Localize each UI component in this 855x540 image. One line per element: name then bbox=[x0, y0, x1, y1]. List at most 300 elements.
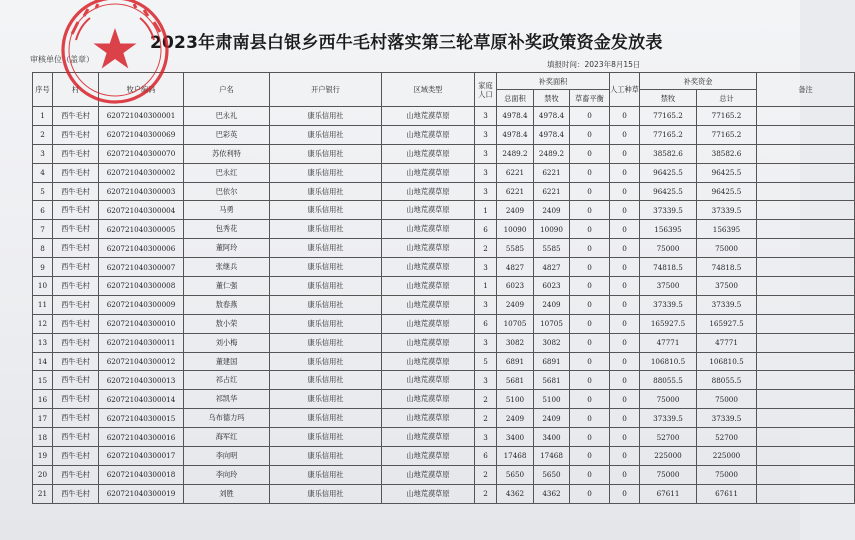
cell-bank: 康乐信用社 bbox=[270, 125, 382, 144]
table-row bbox=[33, 371, 855, 390]
cell-remark bbox=[757, 239, 855, 258]
cell-planted: 0 bbox=[610, 428, 640, 447]
cell-planted: 0 bbox=[610, 333, 640, 352]
header-persons: 家庭人口 bbox=[475, 73, 497, 107]
cell-balance: 0 bbox=[570, 107, 610, 126]
header-name: 户名 bbox=[184, 73, 270, 107]
cell-seq: 18 bbox=[33, 428, 53, 447]
cell-planted: 0 bbox=[610, 258, 640, 277]
cell-fund-total: 75000 bbox=[697, 465, 757, 484]
subsidy-table bbox=[32, 72, 855, 504]
cell-planted: 0 bbox=[610, 239, 640, 258]
cell-total: 10090 bbox=[497, 220, 534, 239]
cell-code: 620721040300010 bbox=[99, 314, 184, 333]
cell-planted: 0 bbox=[610, 107, 640, 126]
cell-village: 西牛毛村 bbox=[53, 390, 99, 409]
cell-ban: 5585 bbox=[534, 239, 570, 258]
cell-planted: 0 bbox=[610, 295, 640, 314]
cell-balance: 0 bbox=[570, 409, 610, 428]
cell-name: 张继兵 bbox=[184, 258, 270, 277]
table-row bbox=[33, 447, 855, 466]
cell-bank: 康乐信用社 bbox=[270, 352, 382, 371]
cell-seq: 9 bbox=[33, 258, 53, 277]
cell-remark bbox=[757, 371, 855, 390]
cell-bank: 康乐信用社 bbox=[270, 428, 382, 447]
cell-village: 西牛毛村 bbox=[53, 277, 99, 296]
cell-seq: 8 bbox=[33, 239, 53, 258]
cell-seq: 16 bbox=[33, 390, 53, 409]
cell-bank: 康乐信用社 bbox=[270, 333, 382, 352]
table-row bbox=[33, 409, 855, 428]
cell-bank: 康乐信用社 bbox=[270, 295, 382, 314]
table-row bbox=[33, 428, 855, 447]
cell-fund-ban: 67611 bbox=[640, 484, 697, 503]
cell-persons: 2 bbox=[475, 465, 497, 484]
cell-name: 巴依尔 bbox=[184, 182, 270, 201]
table-row bbox=[33, 333, 855, 352]
cell-fund-ban: 106810.5 bbox=[640, 352, 697, 371]
cell-region: 山地荒漠草原 bbox=[382, 144, 475, 163]
cell-fund-ban: 88055.5 bbox=[640, 371, 697, 390]
cell-seq: 7 bbox=[33, 220, 53, 239]
cell-total: 4978.4 bbox=[497, 125, 534, 144]
cell-planted: 0 bbox=[610, 163, 640, 182]
cell-planted: 0 bbox=[610, 314, 640, 333]
cell-fund-total: 77165.2 bbox=[697, 107, 757, 126]
cell-total: 3400 bbox=[497, 428, 534, 447]
table-row bbox=[33, 484, 855, 503]
cell-village: 西牛毛村 bbox=[53, 352, 99, 371]
cell-fund-ban: 165927.5 bbox=[640, 314, 697, 333]
cell-village: 西牛毛村 bbox=[53, 258, 99, 277]
cell-total: 4362 bbox=[497, 484, 534, 503]
cell-total: 6023 bbox=[497, 277, 534, 296]
cell-bank: 康乐信用社 bbox=[270, 239, 382, 258]
cell-fund-total: 37339.5 bbox=[697, 201, 757, 220]
cell-region: 山地荒漠草原 bbox=[382, 277, 475, 296]
cell-region: 山地荒漠草原 bbox=[382, 239, 475, 258]
table-row bbox=[33, 277, 855, 296]
cell-planted: 0 bbox=[610, 484, 640, 503]
cell-bank: 康乐信用社 bbox=[270, 163, 382, 182]
cell-total: 2409 bbox=[497, 295, 534, 314]
cell-name: 巴永礼 bbox=[184, 107, 270, 126]
cell-persons: 6 bbox=[475, 314, 497, 333]
cell-village: 西牛毛村 bbox=[53, 201, 99, 220]
cell-total: 6221 bbox=[497, 163, 534, 182]
cell-persons: 3 bbox=[475, 144, 497, 163]
cell-seq: 15 bbox=[33, 371, 53, 390]
cell-bank: 康乐信用社 bbox=[270, 314, 382, 333]
cell-name: 马勇 bbox=[184, 201, 270, 220]
cell-region: 山地荒漠草原 bbox=[382, 107, 475, 126]
cell-planted: 0 bbox=[610, 201, 640, 220]
cell-bank: 康乐信用社 bbox=[270, 277, 382, 296]
header-area-group: 补奖面积 bbox=[497, 73, 610, 90]
table-body bbox=[33, 107, 855, 504]
cell-bank: 康乐信用社 bbox=[270, 465, 382, 484]
cell-bank: 康乐信用社 bbox=[270, 484, 382, 503]
cell-name: 董阿玲 bbox=[184, 239, 270, 258]
cell-village: 西牛毛村 bbox=[53, 465, 99, 484]
cell-ban: 6023 bbox=[534, 277, 570, 296]
cell-ban: 2409 bbox=[534, 201, 570, 220]
cell-balance: 0 bbox=[570, 428, 610, 447]
table-row bbox=[33, 295, 855, 314]
cell-code: 620721040300016 bbox=[99, 428, 184, 447]
cell-remark bbox=[757, 333, 855, 352]
cell-bank: 康乐信用社 bbox=[270, 220, 382, 239]
cell-balance: 0 bbox=[570, 447, 610, 466]
cell-seq: 13 bbox=[33, 333, 53, 352]
cell-code: 620721040300012 bbox=[99, 352, 184, 371]
cell-planted: 0 bbox=[610, 465, 640, 484]
cell-balance: 0 bbox=[570, 484, 610, 503]
cell-region: 山地荒漠草原 bbox=[382, 409, 475, 428]
cell-ban: 3082 bbox=[534, 333, 570, 352]
cell-code: 620721040300002 bbox=[99, 163, 184, 182]
cell-total: 5681 bbox=[497, 371, 534, 390]
cell-village: 西牛毛村 bbox=[53, 371, 99, 390]
cell-balance: 0 bbox=[570, 220, 610, 239]
cell-remark bbox=[757, 220, 855, 239]
cell-fund-ban: 37500 bbox=[640, 277, 697, 296]
cell-fund-total: 37339.5 bbox=[697, 295, 757, 314]
cell-balance: 0 bbox=[570, 390, 610, 409]
cell-region: 山地荒漠草原 bbox=[382, 314, 475, 333]
cell-fund-total: 67611 bbox=[697, 484, 757, 503]
cell-fund-total: 74818.5 bbox=[697, 258, 757, 277]
cell-ban: 2409 bbox=[534, 409, 570, 428]
cell-ban: 6221 bbox=[534, 163, 570, 182]
cell-planted: 0 bbox=[610, 390, 640, 409]
cell-bank: 康乐信用社 bbox=[270, 201, 382, 220]
cell-balance: 0 bbox=[570, 371, 610, 390]
cell-village: 西牛毛村 bbox=[53, 484, 99, 503]
cell-fund-ban: 75000 bbox=[640, 465, 697, 484]
cell-ban: 2409 bbox=[534, 295, 570, 314]
cell-code: 620721040300069 bbox=[99, 125, 184, 144]
cell-code: 620721040300001 bbox=[99, 107, 184, 126]
cell-code: 620721040300006 bbox=[99, 239, 184, 258]
header-region: 区域类型 bbox=[382, 73, 475, 107]
header-village: 村 bbox=[53, 73, 99, 107]
cell-seq: 12 bbox=[33, 314, 53, 333]
cell-planted: 0 bbox=[610, 277, 640, 296]
cell-fund-total: 225000 bbox=[697, 447, 757, 466]
cell-seq: 10 bbox=[33, 277, 53, 296]
cell-persons: 3 bbox=[475, 163, 497, 182]
report-date-label: 填报时间：2023年8月15日 bbox=[547, 60, 641, 69]
cell-bank: 康乐信用社 bbox=[270, 107, 382, 126]
cell-balance: 0 bbox=[570, 295, 610, 314]
cell-balance: 0 bbox=[570, 144, 610, 163]
cell-fund-ban: 74818.5 bbox=[640, 258, 697, 277]
cell-total: 5100 bbox=[497, 390, 534, 409]
cell-region: 山地荒漠草原 bbox=[382, 220, 475, 239]
header-code: 牧户编码 bbox=[99, 73, 184, 107]
cell-remark bbox=[757, 447, 855, 466]
cell-village: 西牛毛村 bbox=[53, 333, 99, 352]
cell-seq: 11 bbox=[33, 295, 53, 314]
cell-seq: 19 bbox=[33, 447, 53, 466]
cell-balance: 0 bbox=[570, 125, 610, 144]
cell-ban: 2489.2 bbox=[534, 144, 570, 163]
cell-fund-ban: 37339.5 bbox=[640, 409, 697, 428]
cell-planted: 0 bbox=[610, 447, 640, 466]
cell-fund-total: 96425.5 bbox=[697, 163, 757, 182]
cell-remark bbox=[757, 144, 855, 163]
cell-name: 祁凯华 bbox=[184, 390, 270, 409]
cell-name: 包秀花 bbox=[184, 220, 270, 239]
cell-persons: 1 bbox=[475, 277, 497, 296]
cell-total: 4978.4 bbox=[497, 107, 534, 126]
cell-village: 西牛毛村 bbox=[53, 163, 99, 182]
cell-persons: 3 bbox=[475, 428, 497, 447]
cell-ban: 3400 bbox=[534, 428, 570, 447]
cell-village: 西牛毛村 bbox=[53, 107, 99, 126]
cell-code: 620721040300017 bbox=[99, 447, 184, 466]
header-total-area: 总面积 bbox=[497, 90, 534, 107]
cell-seq: 4 bbox=[33, 163, 53, 182]
cell-fund-ban: 47771 bbox=[640, 333, 697, 352]
cell-persons: 3 bbox=[475, 295, 497, 314]
table-row bbox=[33, 163, 855, 182]
cell-fund-total: 88055.5 bbox=[697, 371, 757, 390]
cell-fund-ban: 38582.6 bbox=[640, 144, 697, 163]
cell-remark bbox=[757, 277, 855, 296]
header-fund-group: 补奖资金 bbox=[640, 73, 757, 90]
cell-code: 620721040300005 bbox=[99, 220, 184, 239]
cell-persons: 5 bbox=[475, 352, 497, 371]
cell-balance: 0 bbox=[570, 277, 610, 296]
cell-fund-ban: 37339.5 bbox=[640, 295, 697, 314]
cell-name: 海军红 bbox=[184, 428, 270, 447]
table-row bbox=[33, 107, 855, 126]
table-row bbox=[33, 125, 855, 144]
cell-name: 董建国 bbox=[184, 352, 270, 371]
cell-balance: 0 bbox=[570, 352, 610, 371]
cell-persons: 2 bbox=[475, 484, 497, 503]
header-balance: 草畜平衡 bbox=[570, 90, 610, 107]
cell-balance: 0 bbox=[570, 201, 610, 220]
cell-code: 620721040300013 bbox=[99, 371, 184, 390]
table-row bbox=[33, 239, 855, 258]
cell-fund-ban: 225000 bbox=[640, 447, 697, 466]
cell-total: 5650 bbox=[497, 465, 534, 484]
cell-village: 西牛毛村 bbox=[53, 314, 99, 333]
cell-code: 620721040300019 bbox=[99, 484, 184, 503]
cell-persons: 3 bbox=[475, 371, 497, 390]
cell-ban: 4978.4 bbox=[534, 107, 570, 126]
cell-remark bbox=[757, 258, 855, 277]
cell-region: 山地荒漠草原 bbox=[382, 182, 475, 201]
cell-village: 西牛毛村 bbox=[53, 125, 99, 144]
cell-persons: 3 bbox=[475, 107, 497, 126]
cell-fund-total: 37339.5 bbox=[697, 409, 757, 428]
cell-remark bbox=[757, 314, 855, 333]
cell-persons: 1 bbox=[475, 201, 497, 220]
cell-code: 620721040300070 bbox=[99, 144, 184, 163]
table-row bbox=[33, 352, 855, 371]
cell-remark bbox=[757, 465, 855, 484]
cell-persons: 2 bbox=[475, 409, 497, 428]
cell-remark bbox=[757, 182, 855, 201]
cell-remark bbox=[757, 163, 855, 182]
cell-total: 6891 bbox=[497, 352, 534, 371]
cell-persons: 2 bbox=[475, 239, 497, 258]
cell-region: 山地荒漠草原 bbox=[382, 371, 475, 390]
cell-balance: 0 bbox=[570, 163, 610, 182]
cell-total: 2489.2 bbox=[497, 144, 534, 163]
table-row bbox=[33, 220, 855, 239]
cell-fund-total: 37500 bbox=[697, 277, 757, 296]
cell-balance: 0 bbox=[570, 258, 610, 277]
cell-seq: 2 bbox=[33, 125, 53, 144]
cell-balance: 0 bbox=[570, 314, 610, 333]
cell-total: 4827 bbox=[497, 258, 534, 277]
cell-code: 620721040300004 bbox=[99, 201, 184, 220]
cell-village: 西牛毛村 bbox=[53, 144, 99, 163]
cell-persons: 6 bbox=[475, 220, 497, 239]
cell-seq: 21 bbox=[33, 484, 53, 503]
cell-fund-total: 106810.5 bbox=[697, 352, 757, 371]
cell-total: 5585 bbox=[497, 239, 534, 258]
cell-region: 山地荒漠草原 bbox=[382, 201, 475, 220]
cell-village: 西牛毛村 bbox=[53, 220, 99, 239]
cell-remark bbox=[757, 428, 855, 447]
cell-seq: 14 bbox=[33, 352, 53, 371]
cell-planted: 0 bbox=[610, 409, 640, 428]
cell-region: 山地荒漠草原 bbox=[382, 428, 475, 447]
table-row bbox=[33, 258, 855, 277]
header-fund-total: 总计 bbox=[697, 90, 757, 107]
cell-region: 山地荒漠草原 bbox=[382, 258, 475, 277]
cell-code: 620721040300011 bbox=[99, 333, 184, 352]
cell-ban: 6221 bbox=[534, 182, 570, 201]
cell-fund-ban: 77165.2 bbox=[640, 125, 697, 144]
cell-region: 山地荒漠草原 bbox=[382, 465, 475, 484]
cell-code: 620721040300015 bbox=[99, 409, 184, 428]
cell-seq: 20 bbox=[33, 465, 53, 484]
header-seq: 序号 bbox=[33, 73, 53, 107]
table-row bbox=[33, 390, 855, 409]
cell-bank: 康乐信用社 bbox=[270, 409, 382, 428]
cell-ban: 6891 bbox=[534, 352, 570, 371]
table-row bbox=[33, 201, 855, 220]
cell-fund-total: 47771 bbox=[697, 333, 757, 352]
cell-name: 苏依利特 bbox=[184, 144, 270, 163]
cell-planted: 0 bbox=[610, 371, 640, 390]
cell-planted: 0 bbox=[610, 125, 640, 144]
cell-code: 620721040300018 bbox=[99, 465, 184, 484]
cell-ban: 5650 bbox=[534, 465, 570, 484]
header-fund-ban: 禁牧 bbox=[640, 90, 697, 107]
cell-name: 李向玲 bbox=[184, 465, 270, 484]
table-row bbox=[33, 144, 855, 163]
cell-persons: 3 bbox=[475, 182, 497, 201]
cell-balance: 0 bbox=[570, 182, 610, 201]
cell-total: 17468 bbox=[497, 447, 534, 466]
cell-fund-total: 52700 bbox=[697, 428, 757, 447]
cell-bank: 康乐信用社 bbox=[270, 182, 382, 201]
cell-ban: 4827 bbox=[534, 258, 570, 277]
cell-remark bbox=[757, 295, 855, 314]
header-planted: 人工种草 bbox=[610, 73, 640, 107]
cell-seq: 1 bbox=[33, 107, 53, 126]
audit-unit-label: 审核单位（盖章） bbox=[30, 55, 94, 64]
cell-name: 巴永红 bbox=[184, 163, 270, 182]
cell-fund-ban: 75000 bbox=[640, 239, 697, 258]
cell-persons: 3 bbox=[475, 333, 497, 352]
cell-planted: 0 bbox=[610, 352, 640, 371]
cell-seq: 6 bbox=[33, 201, 53, 220]
cell-fund-total: 75000 bbox=[697, 239, 757, 258]
cell-region: 山地荒漠草原 bbox=[382, 163, 475, 182]
cell-bank: 康乐信用社 bbox=[270, 144, 382, 163]
cell-village: 西牛毛村 bbox=[53, 182, 99, 201]
header-bank: 开户银行 bbox=[270, 73, 382, 107]
cell-name: 敖春燕 bbox=[184, 295, 270, 314]
cell-ban: 4362 bbox=[534, 484, 570, 503]
cell-region: 山地荒漠草原 bbox=[382, 295, 475, 314]
cell-ban: 4978.4 bbox=[534, 125, 570, 144]
cell-total: 6221 bbox=[497, 182, 534, 201]
cell-seq: 17 bbox=[33, 409, 53, 428]
cell-remark bbox=[757, 352, 855, 371]
cell-fund-ban: 75000 bbox=[640, 390, 697, 409]
cell-region: 山地荒漠草原 bbox=[382, 484, 475, 503]
cell-remark bbox=[757, 484, 855, 503]
cell-total: 3082 bbox=[497, 333, 534, 352]
cell-balance: 0 bbox=[570, 333, 610, 352]
cell-remark bbox=[757, 390, 855, 409]
cell-planted: 0 bbox=[610, 182, 640, 201]
cell-name: 刘胜 bbox=[184, 484, 270, 503]
cell-persons: 2 bbox=[475, 390, 497, 409]
cell-balance: 0 bbox=[570, 465, 610, 484]
cell-fund-total: 38582.6 bbox=[697, 144, 757, 163]
cell-persons: 3 bbox=[475, 258, 497, 277]
cell-village: 西牛毛村 bbox=[53, 409, 99, 428]
cell-region: 山地荒漠草原 bbox=[382, 447, 475, 466]
cell-remark bbox=[757, 107, 855, 126]
cell-fund-total: 156395 bbox=[697, 220, 757, 239]
cell-name: 巴彩英 bbox=[184, 125, 270, 144]
cell-remark bbox=[757, 201, 855, 220]
cell-village: 西牛毛村 bbox=[53, 239, 99, 258]
header-remark: 备注 bbox=[757, 73, 855, 107]
cell-total: 10705 bbox=[497, 314, 534, 333]
cell-fund-ban: 77165.2 bbox=[640, 107, 697, 126]
cell-fund-total: 165927.5 bbox=[697, 314, 757, 333]
cell-code: 620721040300009 bbox=[99, 295, 184, 314]
cell-code: 620721040300014 bbox=[99, 390, 184, 409]
table-row bbox=[33, 314, 855, 333]
cell-name: 敖小荣 bbox=[184, 314, 270, 333]
table-row bbox=[33, 465, 855, 484]
cell-fund-total: 77165.2 bbox=[697, 125, 757, 144]
cell-ban: 10090 bbox=[534, 220, 570, 239]
cell-code: 620721040300007 bbox=[99, 258, 184, 277]
document-title: 2023年肃南县白银乡西牛毛村落实第三轮草原补奖政策资金发放表 bbox=[150, 33, 663, 53]
cell-remark bbox=[757, 125, 855, 144]
cell-fund-ban: 96425.5 bbox=[640, 182, 697, 201]
table-row bbox=[33, 182, 855, 201]
cell-ban: 5100 bbox=[534, 390, 570, 409]
cell-ban: 10705 bbox=[534, 314, 570, 333]
cell-village: 西牛毛村 bbox=[53, 295, 99, 314]
